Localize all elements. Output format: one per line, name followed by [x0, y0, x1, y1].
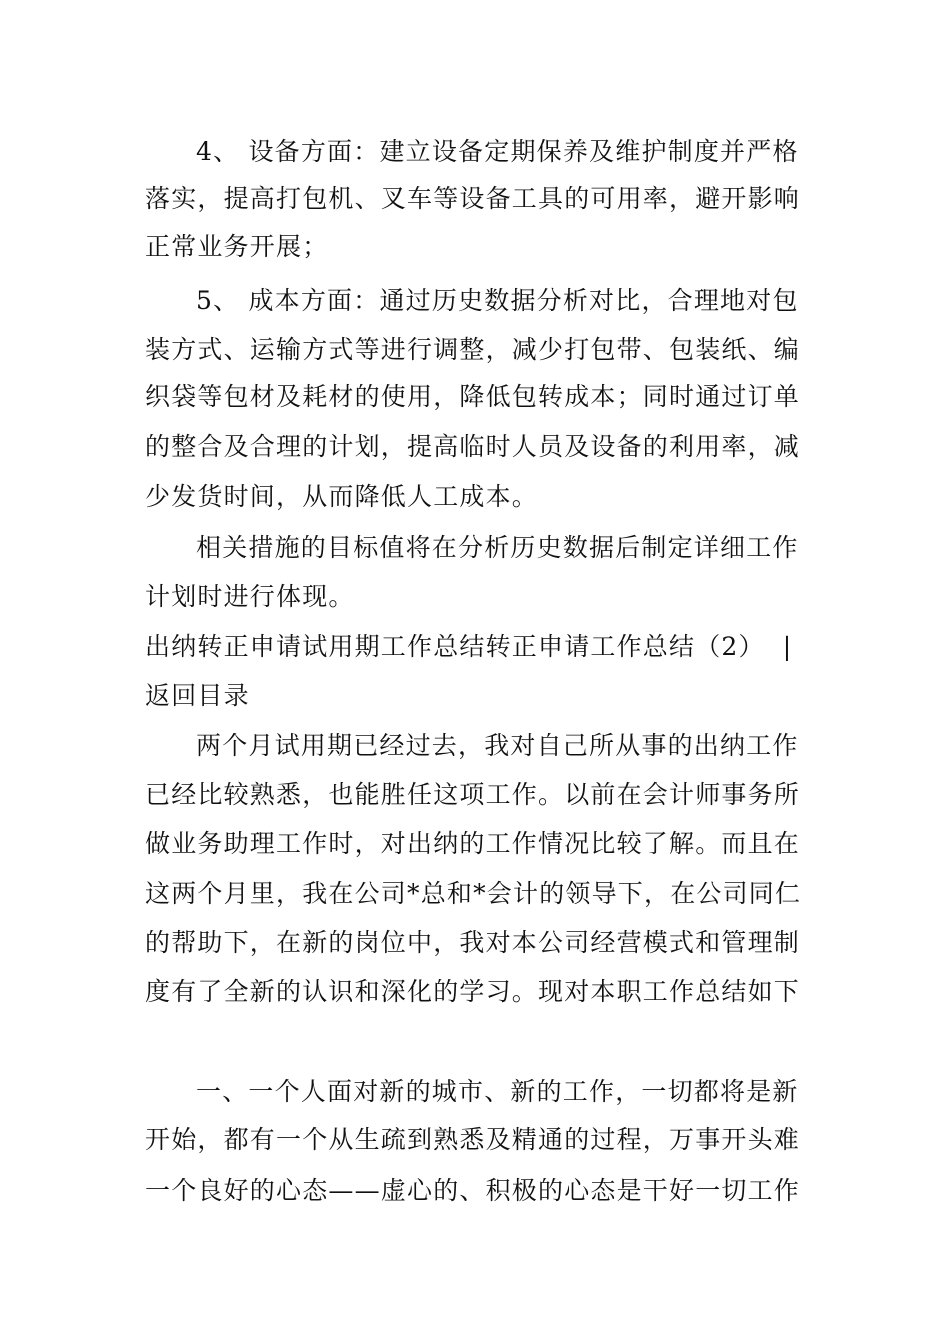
- intro-line-4: 这两个月里，我在公司*总和*会计的领导下，在公司同仁: [145, 879, 802, 908]
- point-1-line-3: 一个良好的心态——虚心的、积极的心态是干好一切工作: [145, 1176, 801, 1205]
- section-heading-title: 出纳转正申请试用期工作总结转正申请工作总结（2）: [145, 632, 765, 661]
- item-5-line-4: 的整合及合理的计划，提高临时人员及设备的利用率，减: [145, 432, 801, 461]
- item-5-line-2: 装方式、运输方式等进行调整，减少打包带、包装纸、编: [145, 335, 801, 364]
- point-1-line-1: 一、一个人面对新的城市、新的工作，一切都将是新: [196, 1077, 799, 1106]
- intro-line-5: 的帮助下，在新的岗位中，我对本公司经营模式和管理制: [145, 928, 801, 957]
- closing-line-1: 相关措施的目标值将在分析历史数据后制定详细工作: [196, 533, 799, 562]
- item-4-line-3: 正常业务开展；: [145, 232, 329, 261]
- closing-line-2: 计划时进行体现。: [145, 582, 355, 611]
- item-5-line-3: 织袋等包材及耗材的使用，降低包转成本；同时通过订单: [145, 382, 801, 411]
- intro-line-3: 做业务助理工作时，对出纳的工作情况比较了解。而且在: [145, 829, 801, 858]
- item-5-line-5: 少发货时间，从而降低人工成本。: [145, 482, 539, 511]
- item-4-line-2: 落实，提高打包机、叉车等设备工具的可用率，避开影响: [145, 184, 801, 213]
- item-5-line-1: 5、 成本方面：通过历史数据分析对比，合理地对包: [196, 286, 799, 315]
- intro-line-6: 度有了全新的认识和深化的学习。现对本职工作总结如下: [145, 977, 801, 1006]
- intro-line-2: 已经比较熟悉，也能胜任这项工作。以前在会计师事务所: [145, 780, 801, 809]
- heading-separator: |: [782, 632, 793, 661]
- point-1-line-2: 开始，都有一个从生疏到熟悉及精通的过程，万事开头难: [145, 1125, 801, 1154]
- intro-line-1: 两个月试用期已经过去，我对自己所从事的出纳工作: [196, 731, 799, 760]
- section-heading: [145, 632, 845, 662]
- back-to-toc-link[interactable]: 返回目录: [145, 681, 250, 710]
- item-4-line-1: 4、 设备方面：建立设备定期保养及维护制度并严格: [196, 137, 799, 166]
